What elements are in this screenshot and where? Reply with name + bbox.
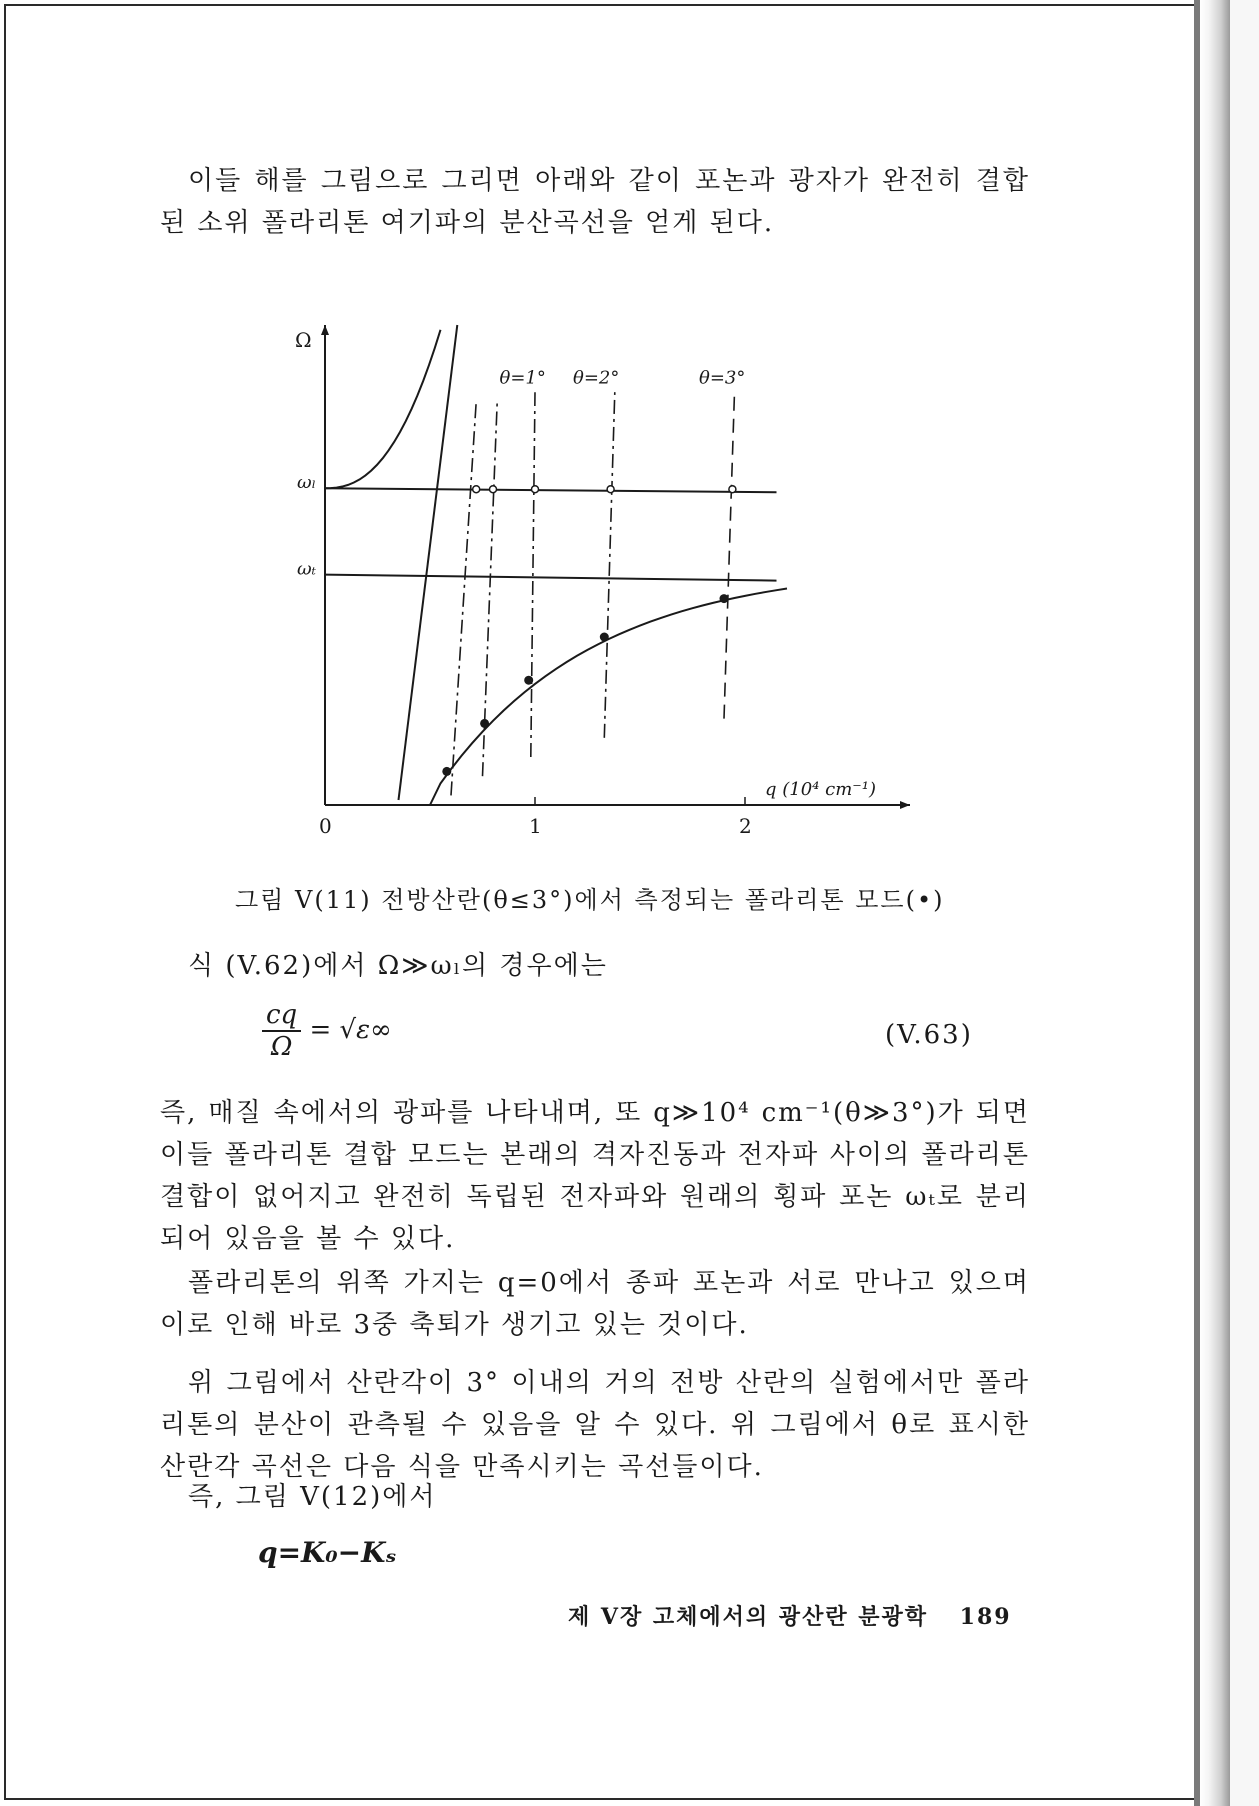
- equation-denominator: Ω: [270, 1032, 293, 1062]
- page-shadow: [1200, 0, 1230, 1806]
- theta-line: [604, 392, 615, 738]
- measured-point: [524, 676, 533, 685]
- theta-line: [531, 392, 535, 757]
- paragraph-upper-branch: 폴라리톤의 위쪽 가지는 q=0에서 종파 포논과 서로 만나고 있으며 이로 인해 바로 3중 축퇴가 생기고 있는 것이다.: [160, 1268, 1030, 1340]
- crossing-point: [607, 486, 614, 493]
- x-tick-label: 1: [529, 814, 542, 838]
- omega-l-line: [325, 488, 777, 492]
- equation-numerator: cq: [262, 1000, 301, 1032]
- polariton-dispersion-figure: [290, 305, 930, 845]
- crossing-point: [490, 486, 497, 493]
- crossing-point: [532, 486, 539, 493]
- theta-line: [724, 392, 735, 718]
- x-axis-label: q (10⁴ cm⁻¹): [765, 779, 876, 800]
- paragraph-figure-ref: 즉, 그림 V(12)에서: [188, 1482, 437, 1512]
- y-axis-label: Ω: [295, 328, 312, 352]
- y-axis-arrow: [321, 325, 329, 335]
- theta-line: [451, 402, 476, 796]
- polariton-branches: [325, 325, 787, 805]
- chart-labels: [295, 328, 876, 838]
- measured-point: [442, 767, 451, 776]
- page-number: 189: [959, 1604, 1012, 1630]
- x-axis-arrow: [900, 801, 910, 809]
- equation-rhs: = √ε∞: [309, 1015, 392, 1045]
- x-tick-label: 2: [739, 814, 752, 838]
- equation-v63: [262, 1000, 392, 1062]
- data-points: [442, 486, 736, 776]
- omega-t-line: [325, 575, 777, 581]
- light-line: [399, 325, 458, 800]
- x-tick-label: 0: [319, 814, 332, 838]
- theta-label: θ=1°: [499, 367, 546, 389]
- equation-q: q=K₀−Kₛ: [258, 1536, 397, 1569]
- crossing-point: [473, 486, 480, 493]
- omega-l-label: ωₗ: [297, 472, 317, 494]
- figure-caption: 그림 V(11) 전방산란(θ≤3°)에서 측정되는 폴라리톤 모드(•): [235, 886, 945, 914]
- equation-label: (V.63): [885, 1020, 973, 1050]
- chart-axes: [321, 325, 910, 809]
- footer-chapter: 제 V장 고체에서의 광산란 분광학: [568, 1604, 928, 1630]
- equation-fraction: [262, 1000, 301, 1062]
- measured-point: [720, 594, 729, 603]
- paragraph-intro: 이들 해를 그림으로 그리면 아래와 같이 포논과 광자가 완전히 결합된 소위 폴라리톤 여기파의 분산곡선을 얻게 된다.: [160, 166, 1030, 238]
- upper-polariton-branch: [325, 330, 441, 488]
- measured-point: [480, 719, 489, 728]
- theta-label: θ=3°: [699, 367, 746, 389]
- page-edge-light: [1230, 0, 1259, 1806]
- paragraph-scattering-angle: 위 그림에서 산란각이 3° 이내의 거의 전방 산란의 실험에서만 폴라리톤의 분산이 관측될 수 있음을 알 수 있다. 위 그림에서 θ로 표시한 산란각 곡선은 다음 식을 만족시키는 곡선들이다.: [160, 1368, 1030, 1482]
- equation-intro: 식 (V.62)에서 Ω≫ωₗ의 경우에는: [188, 951, 608, 981]
- theta-lines: [451, 392, 735, 795]
- measured-point: [600, 633, 609, 642]
- phonon-levels: [325, 488, 777, 580]
- omega-t-label: ωₜ: [297, 558, 317, 580]
- crossing-point: [729, 486, 736, 493]
- paragraph-light-wave: 즉, 매질 속에서의 광파를 나타내며, 또 q≫10⁴ cm⁻¹(θ≫3°)가 되면 이들 폴라리톤 결합 모드는 본래의 격자진동과 전자파 사이의 폴라리톤 결합이 없어지고 완전히 독립된 전자파와 원래의 횡파 포논 ωₜ로 분리되어 있음을 볼 수 있다.: [160, 1098, 1030, 1254]
- page-footer: [568, 1600, 1012, 1631]
- theta-label: θ=2°: [573, 367, 620, 389]
